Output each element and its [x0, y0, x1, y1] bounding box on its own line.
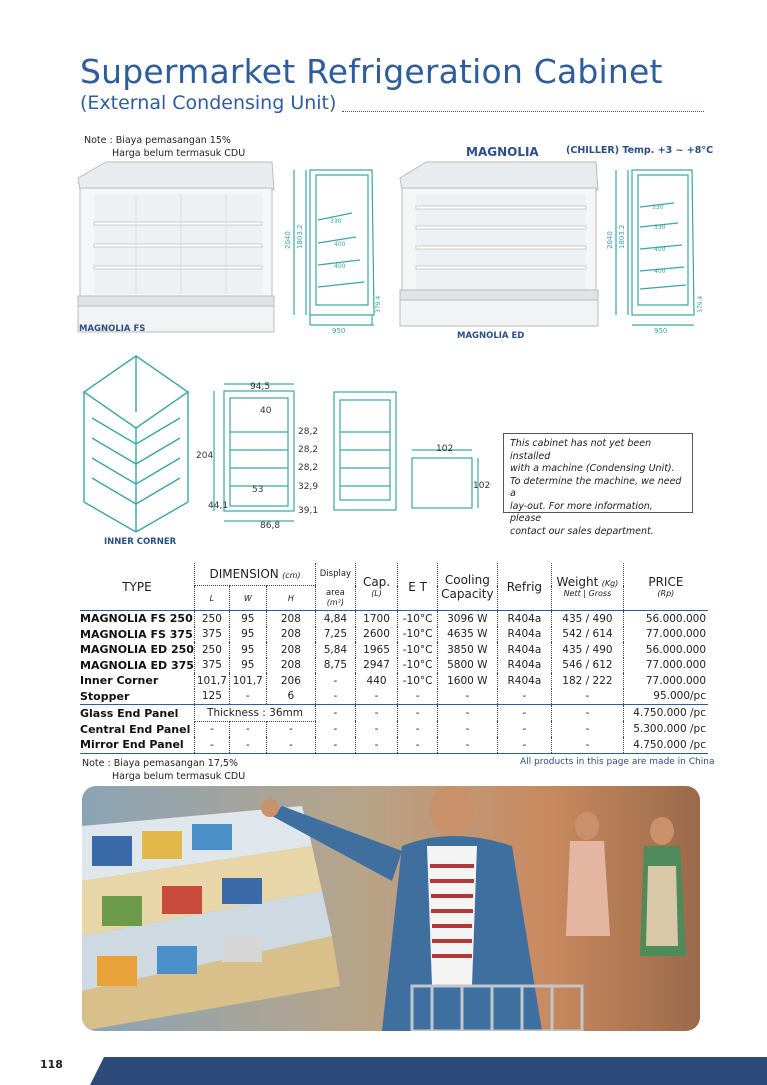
fs-depth: 950 — [332, 327, 346, 335]
fs-height-inner: 1803.2 — [296, 224, 304, 249]
panel-area: - — [316, 705, 356, 722]
page-subtitle: (External Condensing Unit) — [80, 92, 337, 114]
panel-row — [80, 721, 708, 737]
row-cool: 3850 W — [437, 642, 497, 658]
side-width: 102 — [436, 444, 454, 454]
page-number: 118 — [40, 1058, 63, 1071]
panel-area: - — [316, 737, 356, 753]
row-weight: 435 / 490 — [552, 642, 624, 658]
magnolia-fs-drawing — [282, 165, 382, 335]
side-depth: 102 — [473, 481, 491, 491]
col-h: H — [266, 586, 315, 611]
made-in-note: All products in this page are made in China — [520, 757, 715, 767]
row-w: 95 — [229, 627, 266, 643]
row-area: 5,84 — [316, 642, 356, 658]
row-cap: 2600 — [355, 627, 397, 643]
panel-refrig: - — [497, 705, 551, 722]
install-note: Note : Biaya pemasangan 15% — [84, 135, 231, 146]
panel-price: 4.750.000 /pc — [623, 737, 708, 753]
panel-et: - — [398, 737, 438, 753]
row-l: 375 — [194, 627, 229, 643]
row-area: - — [316, 689, 356, 705]
panel-thickness: Thickness : 36mm — [194, 705, 315, 722]
panel-type: Central End Panel — [80, 722, 191, 736]
install-note-bottom: Note : Biaya pemasangan 17,5% — [82, 758, 238, 769]
ed-caption: MAGNOLIA ED — [457, 331, 525, 341]
table-row — [80, 627, 708, 643]
area-unit: (m²) — [326, 598, 345, 608]
fs-height-outer: 2040 — [284, 231, 292, 249]
dimension-label: DIMENSION — [209, 567, 279, 581]
col-l: L — [194, 586, 229, 611]
row-area: 4,84 — [316, 611, 356, 627]
cooling-label-2: Capacity — [441, 586, 494, 601]
row-h: 208 — [266, 642, 315, 658]
row-price: 77.000.000 — [623, 627, 708, 643]
panel-weight: - — [552, 705, 624, 722]
row-refrig: R404a — [497, 642, 551, 658]
inner-corner-image — [78, 352, 194, 538]
cap-unit: (L) — [371, 589, 382, 598]
row-w: 95 — [229, 642, 266, 658]
fs-caption: MAGNOLIA FS — [79, 324, 146, 334]
row-area: - — [316, 673, 356, 689]
row-weight: 182 / 222 — [552, 673, 624, 689]
row-l: 375 — [194, 658, 229, 674]
col-area — [316, 586, 356, 611]
spec-table — [80, 563, 708, 754]
install-info-box — [503, 433, 693, 537]
row-w: 101,7 — [229, 673, 266, 689]
row-price: 56.000.000 — [623, 642, 708, 658]
row-type: MAGNOLIA ED 250 — [80, 643, 194, 657]
panel-cool: - — [437, 721, 497, 737]
col-cooling — [437, 563, 497, 611]
price-label: PRICE — [648, 575, 684, 589]
row-weight: 435 / 490 — [552, 611, 624, 627]
panel-type: Mirror End Panel — [80, 737, 194, 753]
row-price: 77.000.000 — [623, 673, 708, 689]
panel-cool: - — [437, 705, 497, 722]
panel-cap: - — [355, 737, 397, 753]
info-line-5: contact our sales department. — [510, 525, 654, 537]
corner-height: 204 — [196, 451, 214, 461]
col-dimension — [194, 563, 315, 586]
row-cap: 1965 — [355, 642, 397, 658]
panel-l: - — [194, 721, 229, 737]
cdu-note: Harga belum termasuk CDU — [112, 148, 246, 159]
row-et: -10°C — [398, 611, 438, 627]
panel-row — [80, 705, 708, 722]
panel-cap: - — [355, 705, 397, 722]
weight-sub: Nett | Gross — [563, 589, 612, 598]
corner-caption: INNER CORNER — [104, 537, 177, 547]
row-w: 95 — [229, 611, 266, 627]
corner-left: 44,1 — [208, 501, 229, 511]
ed-height-inner: 1803.2 — [618, 224, 626, 249]
info-line-2: with a machine (Condensing Unit). — [510, 463, 675, 474]
col-type: TYPE — [80, 563, 194, 611]
panel-price: 4.750.000 /pc — [623, 705, 708, 722]
row-area: 8,75 — [316, 658, 356, 674]
col-weight — [552, 563, 624, 611]
row-h: 208 — [266, 658, 315, 674]
cdu-note-bottom: Harga belum termasuk CDU — [112, 771, 246, 782]
row-type: MAGNOLIA FS 250 — [80, 612, 193, 626]
product-temp: (CHILLER) Temp. +3 ~ +8°C — [566, 145, 714, 156]
side-panel-drawing — [408, 440, 498, 514]
panel-h: - — [266, 721, 315, 737]
col-price — [623, 563, 708, 611]
corner-shelf-4: 32,9 — [298, 482, 319, 492]
row-type: MAGNOLIA FS 375 — [80, 627, 193, 641]
panel-l: - — [194, 737, 229, 753]
fs-shelf-3: 400 — [334, 263, 346, 270]
subtitle-divider — [342, 111, 704, 112]
row-l: 125 — [194, 689, 229, 705]
row-price: 95.000/pc — [623, 689, 708, 705]
row-type: MAGNOLIA ED 375 — [80, 658, 194, 672]
row-refrig: R404a — [497, 611, 551, 627]
col-refrig: Refrig — [497, 563, 551, 611]
row-type: Inner Corner — [80, 674, 159, 688]
supermarket-photo — [82, 786, 700, 1031]
row-cool: 1600 W — [437, 673, 497, 689]
ed-depth: 950 — [654, 327, 668, 335]
row-cap: 1700 — [355, 611, 397, 627]
row-cool: 4635 W — [437, 627, 497, 643]
panel-row — [80, 737, 708, 753]
row-l: 101,7 — [194, 673, 229, 689]
row-cool: 5800 W — [437, 658, 497, 674]
panel-refrig: - — [497, 721, 551, 737]
corner-shelf-2: 28,2 — [298, 445, 319, 455]
product-name: MAGNOLIA — [466, 145, 539, 159]
corner-shelf-5: 39,1 — [298, 506, 319, 516]
row-weight: - — [552, 689, 624, 705]
panel-weight: - — [552, 737, 624, 753]
ed-base: 379.4 — [697, 295, 704, 313]
col-cap — [355, 563, 397, 611]
row-type: Stopper — [80, 689, 130, 703]
panel-w: - — [229, 721, 266, 737]
magnolia-fs-image — [76, 160, 276, 335]
row-et: -10°C — [398, 642, 438, 658]
row-refrig: - — [497, 689, 551, 705]
row-cool: - — [437, 689, 497, 705]
panel-type: Glass End Panel — [80, 705, 194, 722]
row-cap: - — [355, 689, 397, 705]
row-et: -10°C — [398, 673, 438, 689]
row-h: 206 — [266, 673, 315, 689]
info-line-4: lay-out. For more information, please — [510, 500, 653, 524]
cooling-label-1: Cooling — [444, 572, 490, 587]
weight-unit: (Kg) — [601, 579, 619, 588]
row-w: - — [229, 689, 266, 705]
magnolia-ed-image — [398, 160, 600, 330]
row-cap: 440 — [355, 673, 397, 689]
fs-base: 379.4 — [375, 295, 382, 313]
inner-corner-drawing — [194, 376, 324, 532]
corner-shelf-3: 28,2 — [298, 463, 319, 473]
ed-height-outer: 2040 — [606, 231, 614, 249]
dimension-unit: (cm) — [282, 571, 301, 580]
row-l: 250 — [194, 642, 229, 658]
row-price: 56.000.000 — [623, 611, 708, 627]
panel-w: - — [229, 737, 266, 753]
row-et: -10°C — [398, 627, 438, 643]
table-row — [80, 642, 708, 658]
corner-bottom: 53 — [252, 485, 264, 495]
row-weight: 546 / 612 — [552, 658, 624, 674]
fs-shelf-1: 330 — [330, 218, 342, 225]
corner-width: 94,5 — [250, 382, 271, 392]
table-row — [80, 673, 708, 689]
row-weight: 542 / 614 — [552, 627, 624, 643]
footer-bar — [90, 1057, 767, 1085]
row-h: 208 — [266, 611, 315, 627]
row-et: - — [398, 689, 438, 705]
corner-inner: 40 — [260, 406, 272, 416]
row-cool: 3096 W — [437, 611, 497, 627]
table-row — [80, 611, 708, 627]
col-w: W — [229, 586, 266, 611]
table-row — [80, 689, 708, 705]
row-l: 250 — [194, 611, 229, 627]
panel-refrig: - — [497, 737, 551, 753]
col-et: E T — [398, 563, 438, 611]
row-area: 7,25 — [316, 627, 356, 643]
col-display: Display — [316, 563, 356, 586]
info-line-3: To determine the machine, we need a — [510, 475, 682, 499]
info-line-1: This cabinet has not yet been installed — [510, 438, 652, 462]
row-refrig: R404a — [497, 673, 551, 689]
panel-h: - — [266, 737, 315, 753]
row-price: 77.000.000 — [623, 658, 708, 674]
row-h: 208 — [266, 627, 315, 643]
row-w: 95 — [229, 658, 266, 674]
ed-shelf-1: 330 — [652, 204, 664, 211]
corner-shelf-1: 28,2 — [298, 427, 319, 437]
panel-price: 5.300.000 /pc — [623, 721, 708, 737]
price-unit: (Rp) — [657, 589, 675, 598]
table-header-row — [80, 563, 708, 586]
ed-shelf-4: 400 — [654, 268, 666, 275]
fs-shelf-2: 400 — [334, 241, 346, 248]
row-refrig: R404a — [497, 658, 551, 674]
row-cap: 2947 — [355, 658, 397, 674]
panel-cap: - — [355, 721, 397, 737]
cap-label: Cap. — [362, 575, 391, 589]
weight-label: Weight — [556, 575, 599, 589]
panel-et: - — [398, 721, 438, 737]
page-title: Supermarket Refrigeration Cabinet — [80, 52, 663, 91]
panel-cool: - — [437, 737, 497, 753]
row-h: 6 — [266, 689, 315, 705]
panel-weight: - — [552, 721, 624, 737]
row-et: -10°C — [398, 658, 438, 674]
inner-corner-front — [330, 390, 402, 520]
table-row — [80, 658, 708, 674]
ed-shelf-3: 400 — [654, 246, 666, 253]
panel-et: - — [398, 705, 438, 722]
ed-shelf-2: 330 — [654, 224, 666, 231]
corner-base: 86,8 — [260, 521, 281, 531]
row-refrig: R404a — [497, 627, 551, 643]
magnolia-ed-drawing — [604, 165, 704, 335]
area-label: area — [325, 588, 345, 599]
panel-area: - — [316, 721, 356, 737]
